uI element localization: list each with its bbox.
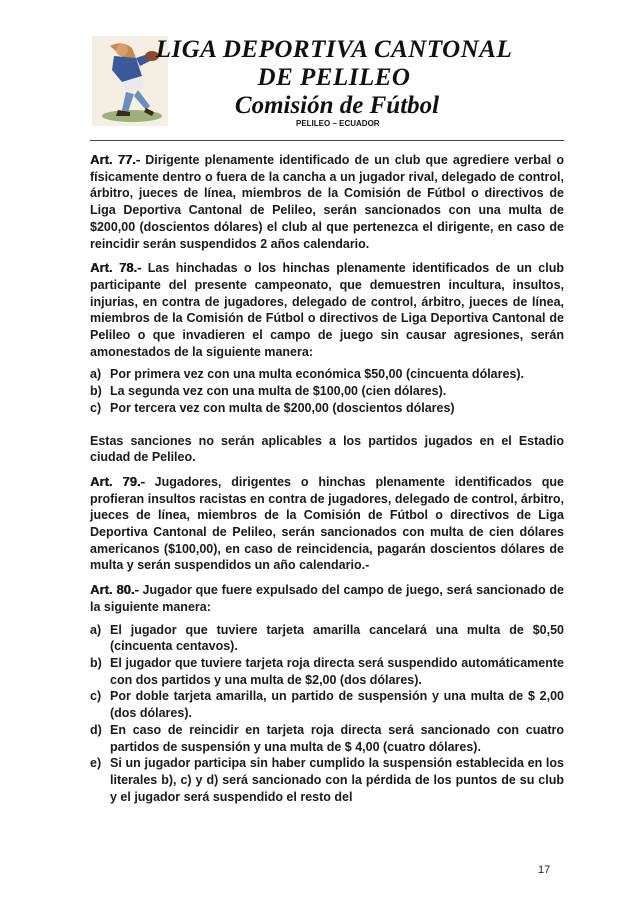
- location-label: PELILEO – ECUADOR: [296, 119, 380, 128]
- commission-title: Comisión de Fútbol: [234, 92, 440, 119]
- list-letter: b): [90, 655, 102, 670]
- list-letter: a): [90, 367, 102, 382]
- list-text: Por tercera vez con multa de $200,00 (doscientos dólares): [110, 400, 455, 415]
- article-label: Art. 77.-: [90, 152, 141, 167]
- article-text: Jugadores, dirigentes o hinchas plenamente identificados que profieran insultos racistas en contra de jugadores, delegado de control, árbitro, jueces de línea, miembros de la Comisión de Fútbol o directivos de Liga Deportiva Cantonal de Pelileo, serán sancionados con multa de cien dólares americanos ($100,00), en caso de reincidencia, pagarán doscientos dólares de multa y serán suspendidos un año calendario.-: [90, 474, 564, 573]
- article-79: [90, 474, 564, 574]
- list-item: [90, 400, 564, 417]
- list-text: Si un jugador participa sin haber cumplido la suspensión establecida en los literales b), c) y d) será sancionado con la pérdida de los puntos de su club y el jugador será suspendido el resto del: [110, 756, 564, 804]
- list-letter: c): [90, 400, 102, 415]
- list-item: [90, 622, 564, 655]
- article-77: [90, 152, 564, 252]
- article-78: [90, 260, 564, 360]
- article-80-list: [90, 622, 564, 806]
- article-label: Art. 78.-: [90, 260, 142, 276]
- article-text: Jugador que fuere expulsado del campo de juego, será sancionado de la siguiente manera:: [90, 583, 564, 614]
- list-item: [90, 722, 564, 755]
- list-text: El jugador que tuviere tarjeta roja directa será suspendido automáticamente con dos partidos y una multa de $2,00 (dos dólares).: [110, 655, 564, 687]
- league-subtitle: DE PELILEO: [257, 64, 411, 91]
- article-text: Las hinchadas o los hinchas plenamente identificados de un club participante del presente campeonato, que demuestren incultura, insultos, injurias, en contra de jugadores, delegado de control, árbitro, jueces de línea, miembros de la Comisión de Fútbol o directivos de Liga Deportiva Cantonal de Pelileo o que invadieren el campo de juego sin causar agresiones, serán amonestados de la siguiente manera:: [90, 261, 564, 359]
- list-letter: a): [90, 622, 102, 637]
- list-letter: e): [90, 756, 102, 771]
- league-title: LIGA DEPORTIVA CANTONAL: [155, 36, 513, 63]
- page-number: 17: [538, 864, 551, 876]
- list-item: [90, 688, 564, 721]
- article-label: Art. 79.-: [90, 473, 145, 489]
- document-body: [90, 152, 564, 805]
- article-78-note: Estas sanciones no serán aplicables a los partidos jugados en el Estadio ciudad de Pelileo.: [90, 433, 564, 465]
- list-item: [90, 366, 564, 383]
- list-text: El jugador que tuviere tarjeta amarilla cancelará una multa de $0,50 (cincuenta centavos).: [110, 622, 564, 654]
- list-text: Por doble tarjeta amarilla, un partido de suspensión y una multa de $ 2,00 (dos dólares).: [110, 689, 564, 721]
- list-item: [90, 755, 564, 805]
- list-letter: d): [90, 722, 102, 737]
- list-text: La segunda vez con una multa de $100,00 (cien dólares).: [110, 384, 447, 399]
- list-text: Por primera vez con una multa económica $50,00 (cincuenta dólares).: [110, 367, 525, 382]
- article-78-list: [90, 366, 564, 416]
- article-text: Dirigente plenamente identificado de un club que agrediere verbal o físicamente dentro o fuera de la cancha a un jugador rival, delegado de control, árbitro, jueces de línea, miembros de la Comisión de Fútbol o directivos de Liga Deportiva Cantonal de Pelileo, serán sancionados con una multa de $200,00 (doscientos dólares) el club al que pertenezca el dirigente, en caso de reincidir serán suspendidos 2 años calendario.: [90, 153, 564, 251]
- list-item: [90, 383, 564, 400]
- list-text: En caso de reincidir en tarjeta roja directa será sancionado con cuatro partidos de suspensión y una multa de $ 4,00 (cuatro dólares).: [110, 722, 564, 754]
- header-divider: [90, 140, 564, 141]
- article-80: [90, 582, 564, 615]
- list-letter: b): [90, 384, 102, 399]
- list-item: [90, 655, 564, 688]
- list-letter: c): [90, 689, 102, 704]
- article-label: Art. 80.-: [90, 582, 139, 598]
